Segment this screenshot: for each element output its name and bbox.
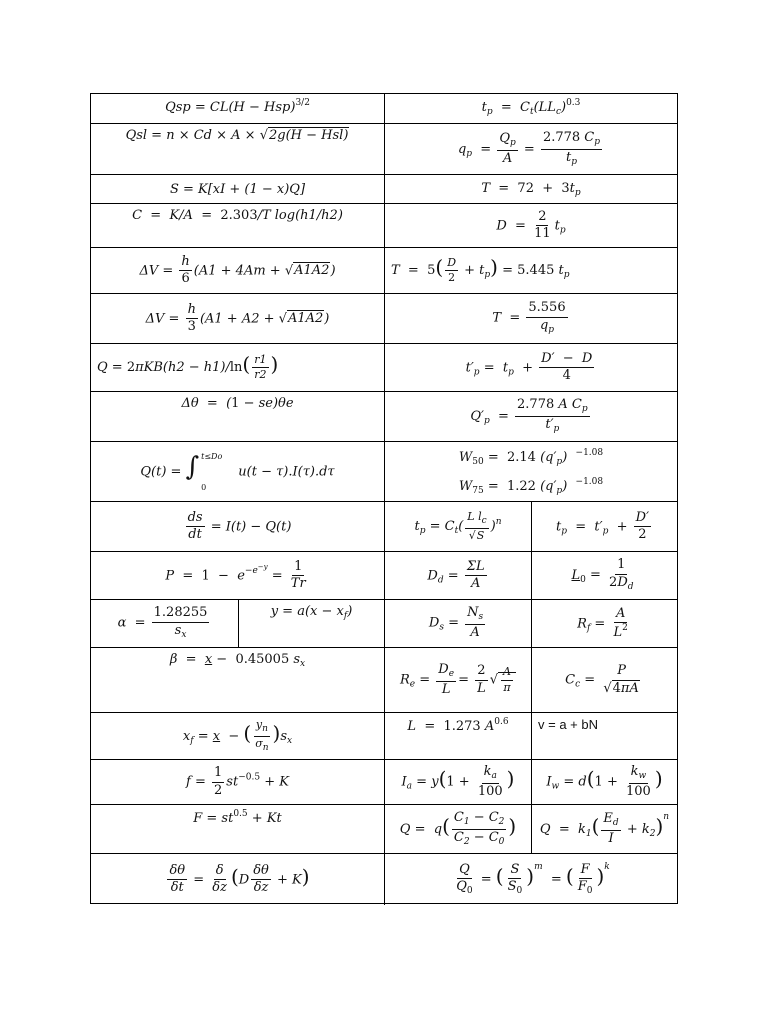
formula-T-5445: T = 5( $\frac{D}{2}$ + $t_p) = 5.445$ $t_p$ — [384, 248, 677, 293]
formula-dtheta: Δθ = (1 − se)θe — [181, 396, 294, 411]
formula-length-area: L = 1.273 $A^{0.6}$ — [384, 713, 531, 759]
formula-philip-cumulative: $F = st^{0.5} + Kt$ — [193, 809, 282, 826]
formula-reduced-variate: $y = a(x - x_f)$ — [238, 600, 384, 647]
formula-tp-lag: $t_p = C_t$( $\frac{L l_c}{√S}$ )$^n$ — [384, 502, 531, 551]
formula-c: C = K/A = 2.303/T log(h1/h2) — [132, 208, 343, 223]
table-row — [91, 648, 677, 713]
formula-xf: $x_f = x$ − ( $\frac{y_n}{\sigma_n}$ )$s_x$ — [182, 717, 293, 753]
formula-qp: $q_p$ = $\frac{Q_p}{A}$ = $\frac{2.778 C_p}{t_p}$ — [384, 124, 677, 174]
formula-table — [90, 93, 678, 904]
formula-ia: $I_a = y(1$ + $\frac{k_a}{100}$ ) — [384, 760, 531, 804]
table-row — [91, 760, 677, 805]
formula-linear-v: v = a + bN — [531, 713, 677, 759]
formula-d: D = $\frac{2}{11}$ $t_p$ — [384, 204, 677, 247]
table-row — [91, 294, 677, 344]
table-row — [91, 175, 677, 204]
table-row — [91, 600, 677, 648]
formula-stream-density: $D_s$ = $\frac{N_s}{A}$ — [384, 600, 531, 647]
formula-qsl: Qsl = n × Cd × A × √2g(H − Hsl) — [125, 128, 349, 143]
formula-richards: $\frac{\delta\theta}{\delta t}$ = $\frac{\delta}{\delta z}$ (D $\frac{\delta\theta}{\delta z}$ + K) — [169, 862, 310, 895]
table-row — [91, 502, 677, 552]
formula-muskingum: S = K[xI + (1 − x)Q] — [169, 181, 306, 197]
formula-iw: $I_w = d(1$ + $\frac{k_w}{100}$ ) — [531, 760, 677, 804]
formula-compactness: $C_c$ = $\frac{P}{√4\pi A}$ — [531, 648, 677, 712]
formula-continuity: $\frac{ds}{dt}$ = I(t) − Q(t) — [187, 509, 292, 542]
table-row — [91, 392, 677, 442]
formula-ratio-scaling: $\frac{Q}{Q_0}$ = ( $\frac{S}{S_0}$ )$^m$ = ( $\frac{F}{F_0}$ )$^k$ — [384, 854, 677, 905]
formula-tp-snyder: $t_p = C_t(LL_c)^{0.3}$ — [384, 94, 677, 123]
formula-T-5556: T = $\frac{5.556}{q_p}$ — [384, 294, 677, 343]
formula-dv-frustum: ΔV = $\frac{h}{3}$ (A1 + A2 + √A1A2) — [145, 301, 330, 334]
formula-T-base: $T = 72 + 3t_p$ — [384, 175, 677, 203]
formula-widths: $W_{50} = 2.14$ $(q'_p)$ $^{-1.08}$ $W_{75} = 1.22$ $(q'_p)$ $^{-1.08}$ — [384, 442, 677, 501]
formula-beta: β = x − 0.45005 $s_x$ — [169, 652, 306, 669]
table-row — [91, 713, 677, 760]
formula-qp-prime: $Q'_p$ = $\frac{2.778 A C_p}{t'_p}$ — [384, 392, 677, 441]
formula-dilution: Q = q( $\frac{C_1 - C_2}{C_2 - C_0}$ ) — [384, 805, 531, 853]
formula-drainage-density: $D_d$ = $\frac{\Sigma L}{A}$ — [384, 552, 531, 599]
table-row — [91, 805, 677, 854]
formula-q-radial: Q = 2πKB(h2 − h1)/ln( $\frac{r1}{r2}$ ) — [97, 352, 279, 381]
formula-alpha: α = $\frac{1.28255}{s_x}$ — [117, 605, 208, 640]
table-row — [91, 442, 677, 502]
table-row — [91, 204, 677, 248]
formula-convolution: Q(t) = ∫ t≤Do 0 u(t − τ).I(τ).dτ — [140, 451, 335, 492]
table-row — [91, 124, 677, 175]
formula-overland-length: $L_0$ = $\frac{1}{2D_d}$ — [531, 552, 677, 599]
table-row — [91, 94, 677, 124]
formula-elongation: $R_e$ = $\frac{D_e}{L}$ = $\frac{2}{L}$ √ $\frac{A}{\pi}$ — [384, 648, 531, 712]
formula-rating: $Q = k_1$( $\frac{E_d}{I}$ + $k_2)^n$ — [531, 805, 677, 853]
formula-dv-prismoidal: ΔV = $\frac{h}{6}$ (A1 + 4Am + √A1A2) — [139, 253, 336, 286]
formula-tp-prime: $t'_p = t_p$ + $\frac{D' - D}{4}$ — [384, 344, 677, 391]
formula-philip-rate: f = $\frac{1}{2}$ $st^{-0.5} + K$ — [186, 765, 289, 798]
table-row — [91, 854, 677, 905]
formula-gumbel-p: $P = 1 - e^{-e^{-y}}$ = $\frac{1}{Tr}$ — [165, 558, 306, 591]
formula-qsp: Qsp = CL(H − Hsp)$^{3/2}$ — [165, 98, 310, 115]
table-row — [91, 248, 677, 294]
table-row — [91, 344, 677, 392]
formula-tp-dprime: $t_p = t'_p$ + $\frac{D'}{2}$ — [531, 502, 677, 551]
table-row — [91, 552, 677, 600]
formula-form-factor: $R_f$ = $\frac{A}{L^2}$ — [531, 600, 677, 647]
